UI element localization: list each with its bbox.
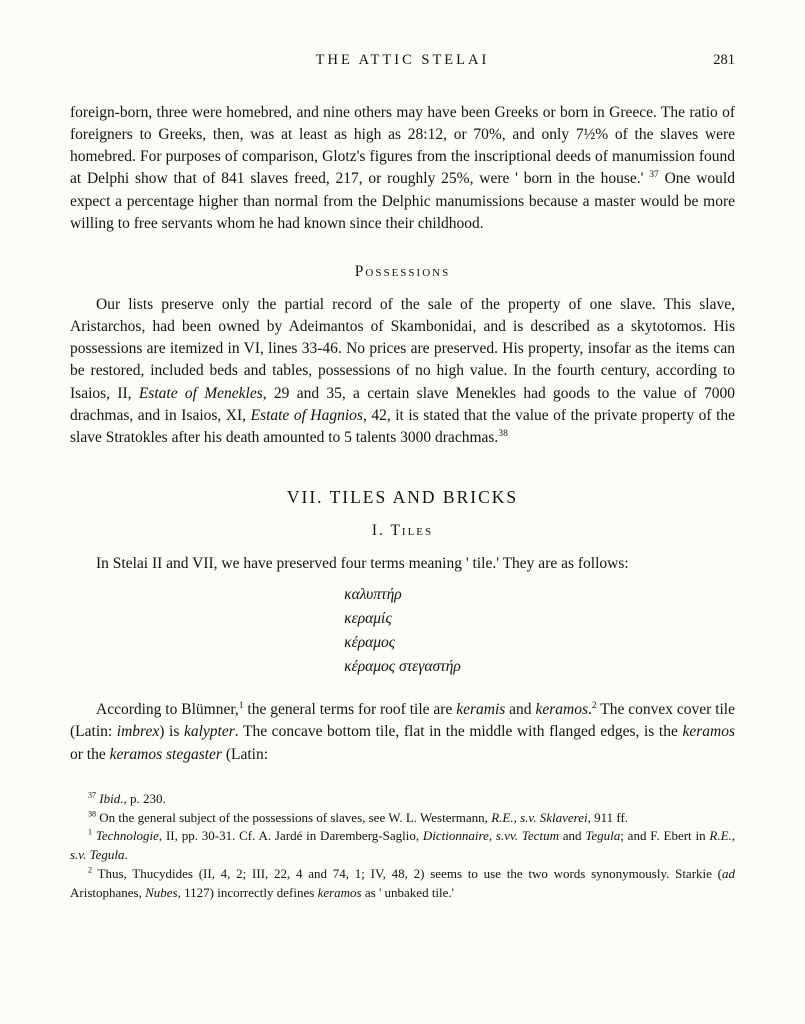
paragraph-intro-tiles: In Stelai II and VII, we have preserved four terms meaning ' tile.' They are as follows: (96, 555, 629, 573)
footnotes-section (70, 790, 735, 903)
paragraph-bluemner: According to Blümner,$^1$ the general terms for roof tile are keramis and keramos.$^2$ The convex cover tile (Latin: imbrex) is kalypter. The concave bottom tile, flat in the middle with flanged edges, is the keramos or the keramos stegaster (Latin: (70, 700, 736, 763)
greek-terms-list (70, 583, 735, 679)
greek-term-keramos: κέραμος (344, 634, 396, 652)
page-body (70, 102, 735, 766)
subsection-heading-tiles: I. Tiles (371, 522, 434, 540)
paragraph-possessions: Our lists preserve only the partial record of the sale of the property of one slave. This slave, Aristarchos, had been owned by Adeimantos of Skambonidai, and is described as a skytotomos. His possessions are itemized in VI, lines 33-46. No prices are preserved. His property, insofar as the items can be restored, included beds and tables, possessions of no high value. In the fourth century, according to Isaios, II, Estate of Menekles, 29 and 35, a certain slave Menekles had goods to the value of 7000 drachmas, and in Isaios, XI, Estate of Hagnios, 42, it is stated that the value of the private property of the slave Stratokles after his death amounted to 5 talents 3000 drachmas.$^{38}$ (70, 295, 735, 446)
footnote-38: $^{38}$ On the general subject of the possessions of slaves, see W. L. Westermann, R.E., s.v. Sklaverei, 911 ff. (88, 809, 629, 825)
greek-terms-inner (344, 583, 461, 679)
section-heading-possessions: Possessions (354, 262, 451, 280)
page-number: 281 (713, 52, 735, 68)
running-title: THE ATTIC STELAI (315, 52, 490, 68)
page-header (70, 52, 735, 72)
greek-term-keramos-stegaster: κέραμος στεγαστήρ (344, 658, 461, 676)
section-heading-tiles-and-bricks: VII. TILES AND BRICKS (286, 487, 519, 508)
footnote-2: $^2$ Thus, Thucydides (II, 4, 2; III, 22, 4 and 74, 1; IV, 48, 2) seems to use the two words synonymously. Starkie (ad Aristophanes, Nubes, 1127) incorrectly defines keramos as ' unbaked tile.' (70, 865, 735, 900)
paragraph-foreign-born: foreign-born, three were homebred, and nine others may have been Greeks or born in Greece. The ratio of foreigners to Greeks, then, was at least as high as 28:12, or 70%, and only 7½% of the slaves were homebred. For purposes of comparison, Glotz's figures from the inscriptional deeds of manumission found at Delphi show that of 841 slaves freed, 217, or roughly 25%, were ' born in the house.' $^{37}$ One would expect a percentage higher than normal from the Delphic manumissions because a master would be more willing to free servants whom he had known since their childhood. (70, 104, 735, 232)
footnote-1: $^1$ Technologie, II, pp. 30-31. Cf. A. Jardé in Daremberg-Saglio, Dictionnaire, s.vv. Tectum and Tegula; and F. Ebert in R.E., s.v. Tegula. (70, 828, 736, 863)
greek-term-kalypter: καλυπτήρ (344, 586, 402, 604)
greek-term-keramis: κεραμίς (344, 610, 392, 628)
footnote-37: $^{37}$ Ibid., p. 230. (88, 790, 166, 806)
